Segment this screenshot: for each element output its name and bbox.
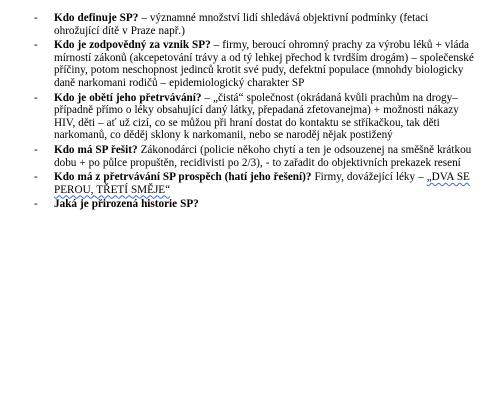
question-text: Kdo definuje SP?	[54, 12, 139, 24]
list-item	[34, 12, 474, 37]
list-item	[34, 171, 474, 196]
question-text: Jaká je přirozená historie SP?	[54, 198, 199, 211]
list-item	[34, 144, 474, 169]
bullet-dash: -	[34, 171, 38, 184]
quote-text: „DVA SE PEROU, TŘETÍ SMĚJE“	[54, 171, 470, 196]
answer-text: – firmy, beroucí ohromný prachy za výrobu léků + vláda mírností zákonů (akcepetování trávy a od tý lehkej přechod k tvrdším drogám) – společenské příčiny, potom neschopnost jedinců krotit své pudy, defektní populace (mnohdy biologicky daně narkomani rodičů – epidemiologický charakter SP	[54, 39, 474, 89]
question-text: Kdo má z přetrvávání SP prospěch (hatí jeho řešení)?	[54, 171, 312, 184]
answer-text: Zákonodárci (policie někoho chytí a ten je odsouzenej na směšně krátkou dobu + po půlce propuštěn, recidivisti po 2/3), - to zařadit do objektivních prekazek resení	[54, 143, 472, 169]
question-text: Kdo je obětí jeho přetrvávání?	[54, 91, 202, 104]
bullet-dash: -	[34, 12, 38, 24]
bullet-dash: -	[34, 39, 38, 52]
list-item	[34, 39, 474, 89]
bullet-dash: -	[34, 198, 38, 211]
answer-text: – „čistá“ společnost (okrádaná kvůli prachům na drogy– případně přímo o léky obsahující daný látky, přepadaná zfetovanejma) + možnosti nákazy HIV, děti – ať už cizí, co se můžou při hraní dostat do kontaktu se stříkačkou, tak děti narkomanů, co děděj sklony k narkomanii, nebo se naroděj nějak postižený	[54, 91, 459, 142]
question-text: Kdo má SP řešit?	[54, 143, 138, 156]
question-text: Kdo je zodpovědný za vznik SP?	[54, 39, 211, 52]
answer-text: Firmy, dovážející léky –	[311, 171, 427, 184]
bullet-list	[34, 12, 474, 213]
list-item	[34, 92, 474, 142]
answer-text: – významné množství lidí shledává objektivní podmínky (fetaci ohrožující dítě v Praze např.)	[54, 12, 429, 37]
bullet-dash: -	[34, 143, 38, 156]
bullet-dash: -	[34, 91, 38, 104]
list-item	[34, 198, 474, 211]
